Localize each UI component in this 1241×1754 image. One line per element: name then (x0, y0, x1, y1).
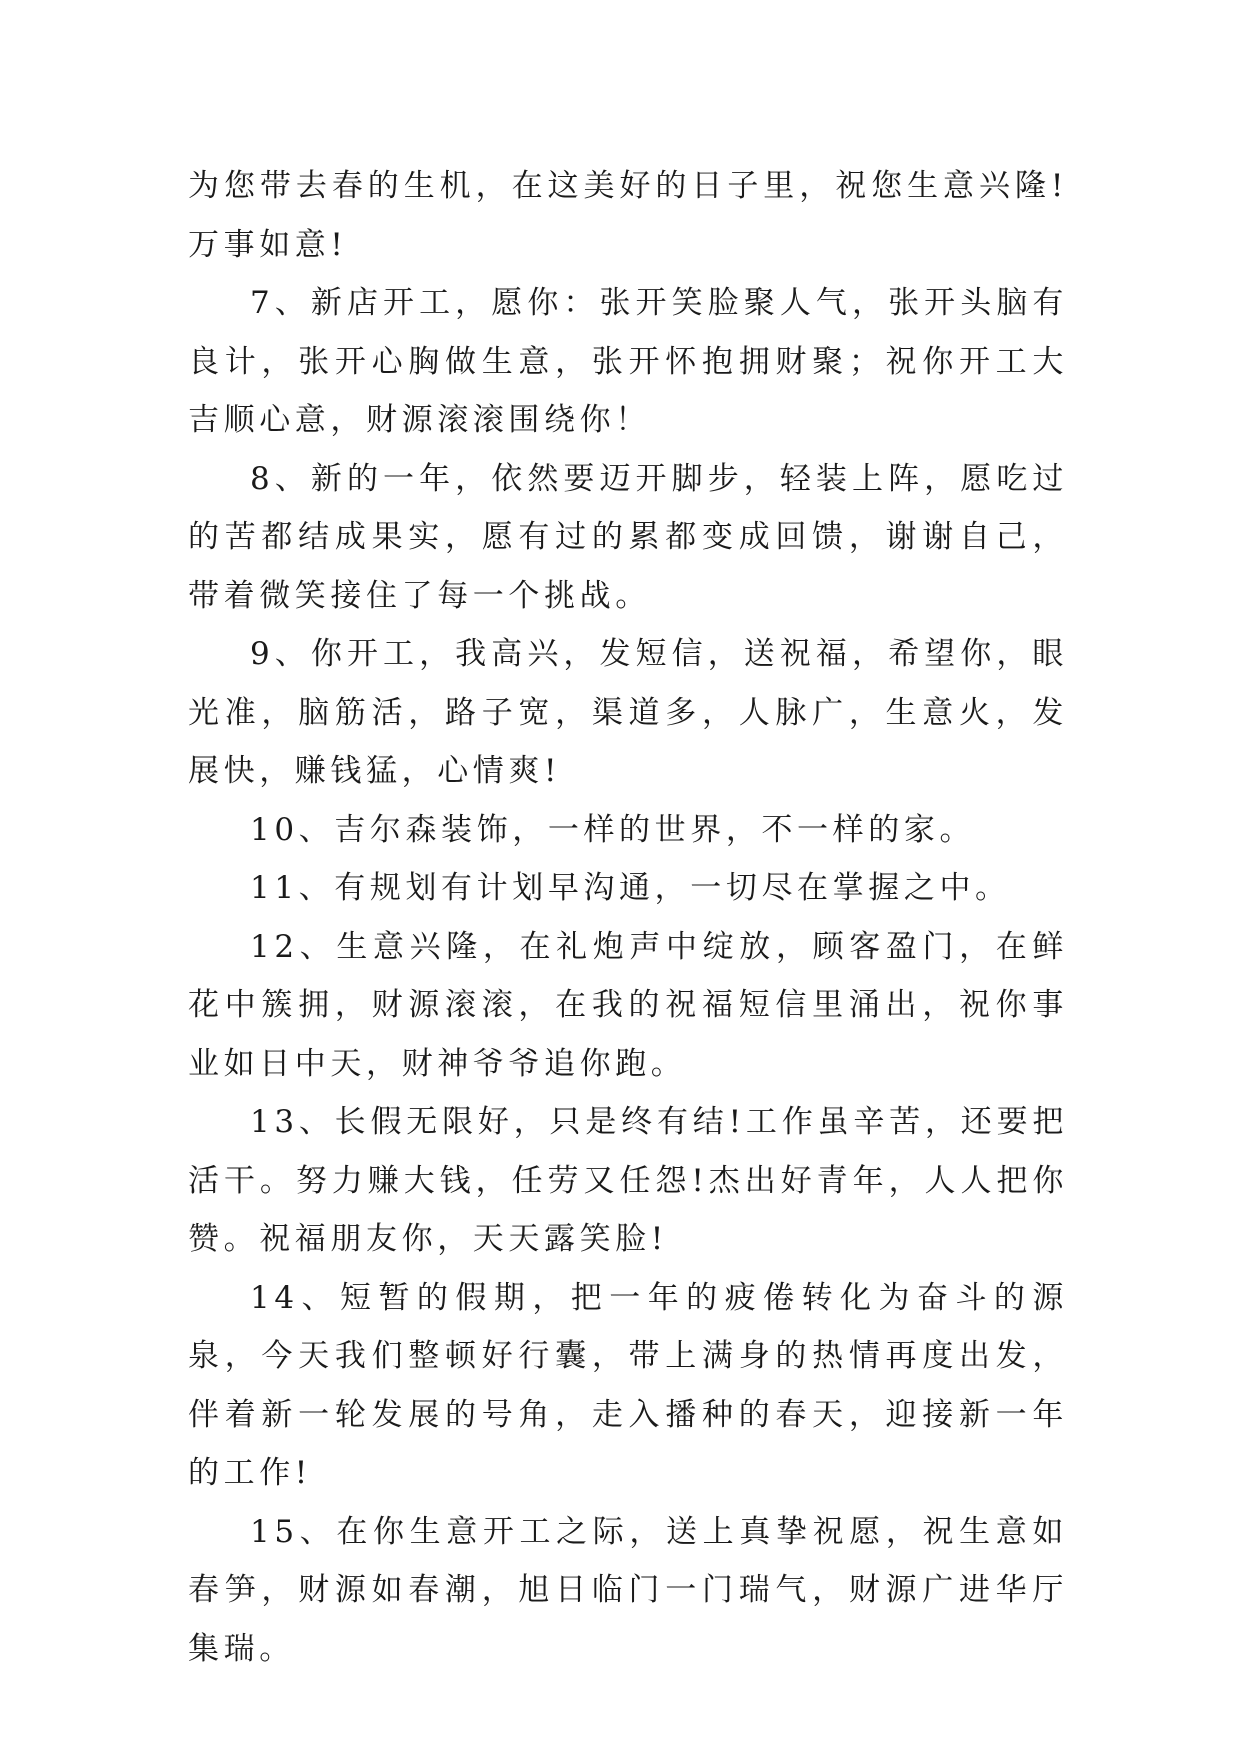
paragraph-14: 14、短暂的假期，把一年的疲倦转化为奋斗的源泉，今天我们整顿好行囊，带上满身的热情再度出发，伴着新一轮发展的号角，走入播种的春天，迎接新一年的工作! (188, 1279, 1068, 1491)
document-body (188, 157, 1068, 1678)
paragraph-11: 11、有规划有计划早沟通，一切尽在掌握之中。 (250, 870, 1011, 906)
paragraph-15: 15、在你生意开工之际，送上真挚祝愿，祝生意如春笋，财源如春潮，旭日临门一门瑞气，财源广进华厅集瑞。 (188, 1513, 1068, 1667)
paragraph-12: 12、生意兴隆，在礼炮声中绽放，顾客盈门，在鲜花中簇拥，财源滚滚，在我的祝福短信里涌出，祝你事业如日中天，财神爷爷追你跑。 (188, 928, 1068, 1082)
paragraph-continued: 为您带去春的生机，在这美好的日子里，祝您生意兴隆!万事如意! (188, 168, 1068, 263)
paragraph-13: 13、长假无限好，只是终有结!工作虽辛苦，还要把活干。努力赚大钱，任劳又任怨!杰出好青年，人人把你赞。祝福朋友你，天天露笑脸! (188, 1104, 1068, 1257)
paragraph-7: 7、新店开工，愿你：张开笑脸聚人气，张开头脑有良计，张开心胸做生意，张开怀抱拥财聚；祝你开工大吉顺心意，财源滚滚围绕你！ (188, 285, 1068, 438)
paragraph-10: 10、吉尔森装饰，一样的世界，不一样的家。 (250, 811, 976, 848)
paragraph-8: 8、新的一年，依然要迈开脚步，轻装上阵，愿吃过的苦都结成果实，愿有过的累都变成回馈，谢谢自己，带着微笑接住了每一个挑战。 (188, 460, 1068, 614)
paragraph-9: 9、你开工，我高兴，发短信，送祝福，希望你，眼光准，脑筋活，路子宽，渠道多，人脉广，生意火，发展快，赚钱猛，心情爽! (188, 636, 1068, 789)
